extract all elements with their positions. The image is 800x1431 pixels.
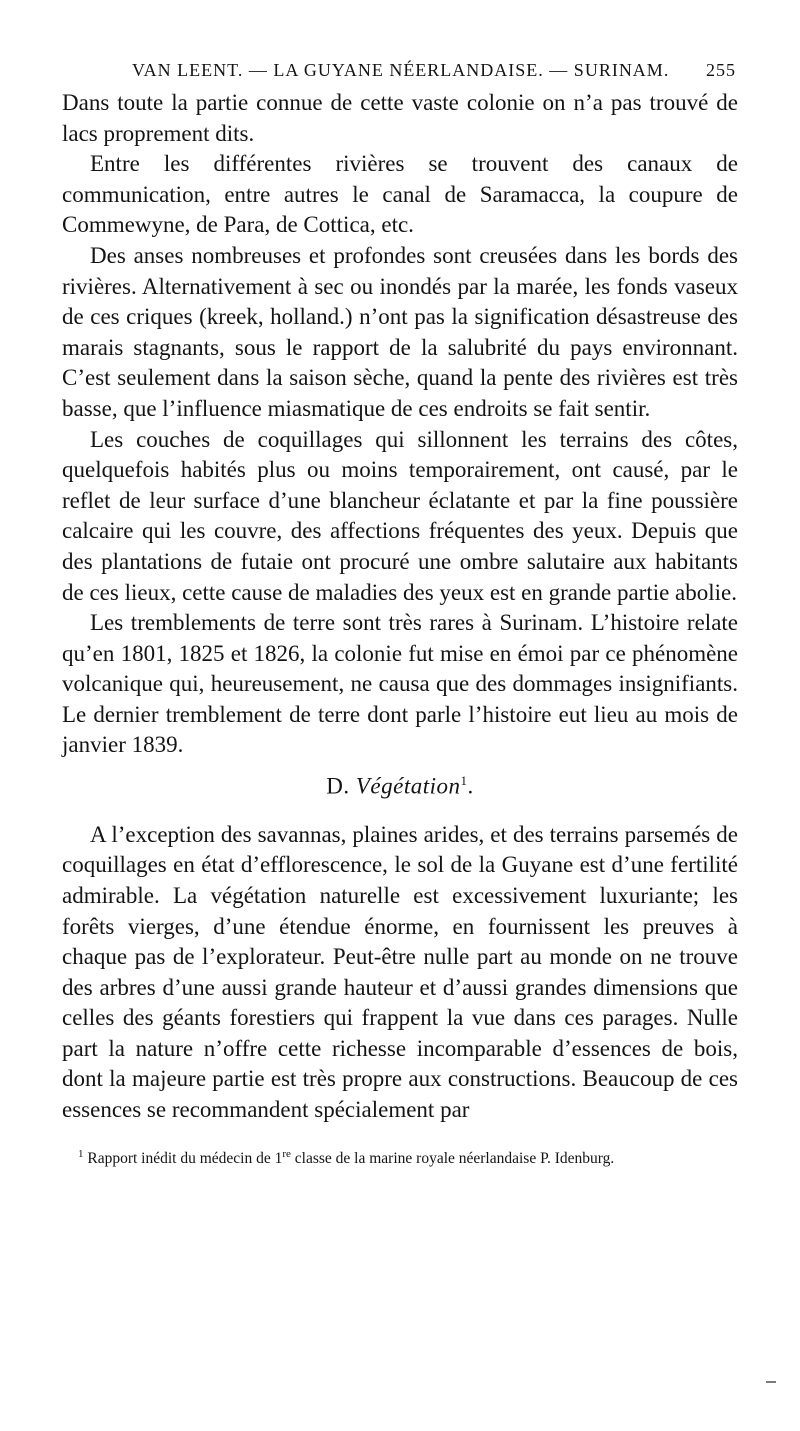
- section-heading: [62, 773, 738, 800]
- footnote-text-start: Rapport inédit du médecin de 1: [83, 1149, 283, 1167]
- section-prefix: D.: [326, 773, 356, 799]
- running-header: [62, 52, 738, 88]
- book-page: [62, 52, 738, 1169]
- footnote-marker: 1: [78, 1147, 84, 1160]
- footnote-reference: 1: [460, 773, 468, 789]
- paragraph: Des anses nombreuses et profondes sont creusées dans les bords des rivières. Alternativement à sec ou inondés par la marée, les fonds vaseux de ces criques (kreek, holland.) n’ont pas la signification désastreuse des marais stagnants, sous le rapport de la salubrité du pays environnant. C’est seulement dans la saison sèche, quand la pente des rivières est très basse, que l’influence miasmatique de ces endroits se fait sentir.: [62, 242, 738, 421]
- footnote: [62, 1144, 738, 1169]
- section-suffix: .: [467, 773, 474, 799]
- main-text: [62, 88, 738, 1126]
- footnote-text-end: classe de la marine royale néerlandaise P. Idenburg.: [290, 1149, 615, 1167]
- paragraph: Dans toute la partie connue de cette vaste colonie on n’a pas trouvé de lacs proprement dits.: [62, 90, 738, 146]
- paragraph: A l’exception des savannas, plaines arides, et des terrains parsemés de coquillages en état d’efflorescence, le sol de la Guyane est d’une fertilité admirable. La végétation naturelle est excessivement luxuriante; les forêts vierges, d’une étendue énorme, en fournissent les preuves à chaque pas de l’explorateur. Peut-être nulle part au monde on ne trouve des arbres d’une aussi grande hauteur et d’aussi grandes dimensions que celles des géants forestiers qui frappent la vue dans ces parages. Nulle part la nature n’offre cette richesse incomparable d’essences de bois, dont la majeure partie est très propre aux constructions. Beaucoup de ces essences se recommandent spécialement par: [62, 821, 738, 1123]
- paragraph: Entre les différentes rivières se trouvent des canaux de communication, entre autres le canal de Saramacca, la coupure de Commewyne, de Para, de Cottica, etc.: [62, 151, 738, 238]
- paragraph: Les couches de coquillages qui sillonnent les terrains des côtes, quelquefois habités plus ou moins temporairement, ont causé, par le reflet de leur surface d’une blancheur éclatante et par la fine poussière calcaire qui les couvre, des affections fréquentes des yeux. Depuis que des plantations de futaie ont procuré une ombre salutaire aux habitants de ces lieux, cette cause de maladies des yeux est en grande partie abolie.: [62, 426, 738, 605]
- section-title: Végétation: [355, 773, 461, 799]
- footnote-superscript: re: [282, 1147, 291, 1160]
- running-title: VAN LEENT. — LA GUYANE NÉERLANDAISE. — SURINAM.: [132, 60, 670, 80]
- page-number: 255: [706, 60, 736, 80]
- margin-mark: [766, 1381, 776, 1383]
- paragraph: Les tremblements de terre sont très rares à Surinam. L’histoire relate qu’en 1801, 1825 et 1826, la colonie fut mise en émoi par ce phénomène volcanique qui, heureusement, ne causa que des dommages insignifiants. Le dernier tremblement de terre dont parle l’histoire eut lieu au mois de janvier 1839.: [62, 610, 738, 758]
